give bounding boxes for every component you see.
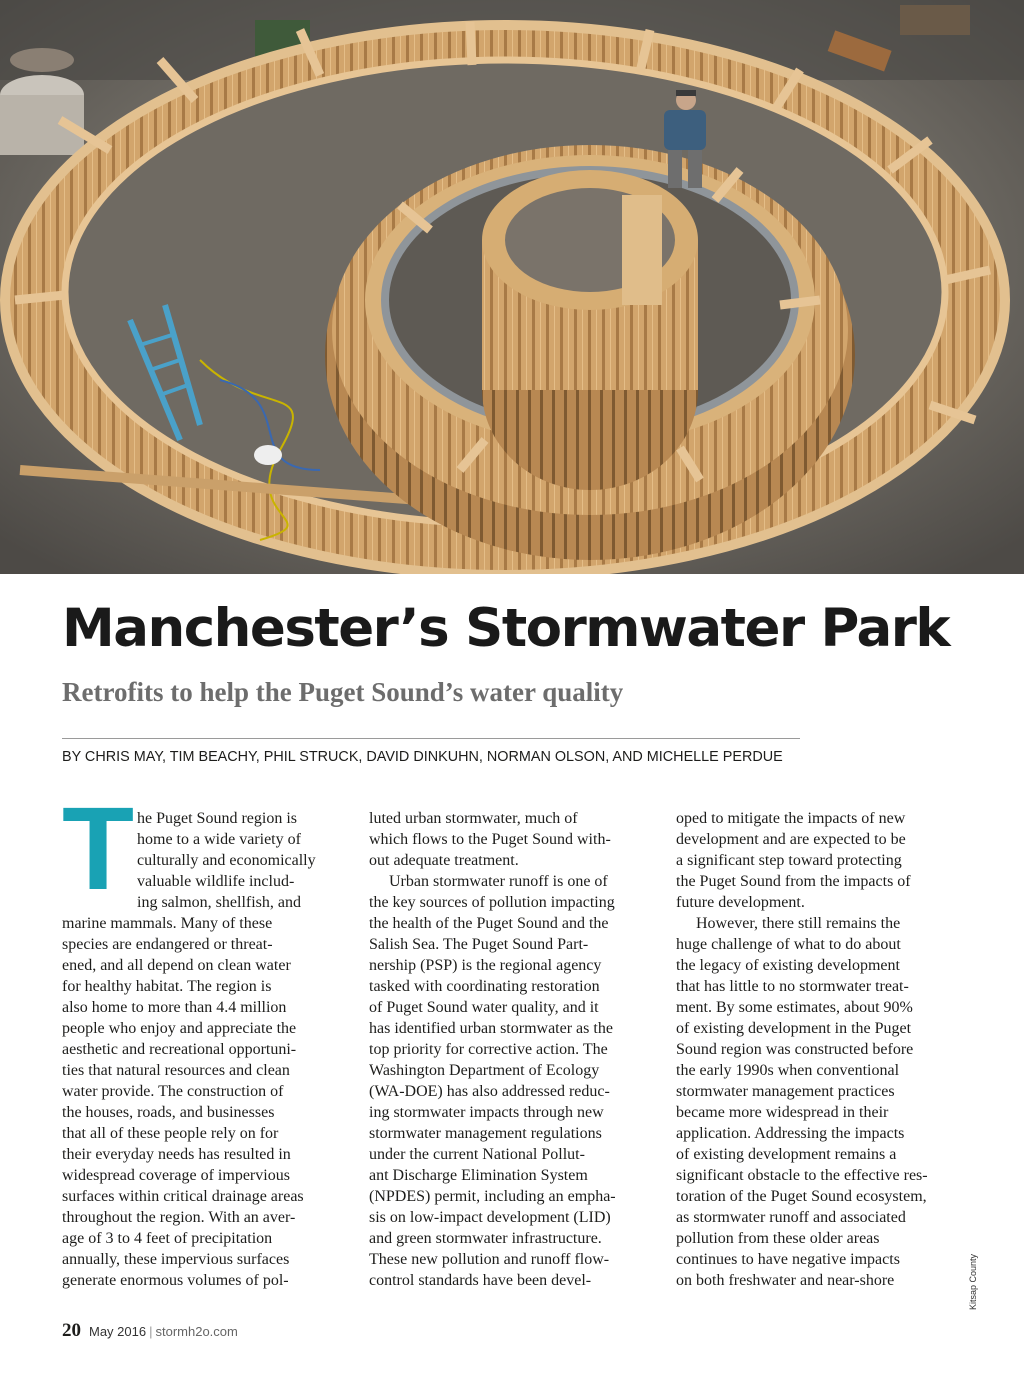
body-line: development and are expected to be xyxy=(676,831,906,848)
body-line: the early 1990s when conventional xyxy=(676,1062,900,1079)
body-line: aesthetic and recreational opportuni- xyxy=(62,1041,297,1058)
body-line: the legacy of existing development xyxy=(676,957,900,974)
page-number: 20 xyxy=(62,1320,81,1341)
body-line: (NPDES) permit, including an empha- xyxy=(369,1188,616,1205)
body-line: which flows to the Puget Sound with- xyxy=(369,831,611,848)
site-link[interactable]: stormh2o.com xyxy=(155,1324,238,1339)
body-line: ened, and all depend on clean water xyxy=(62,957,291,974)
body-line: pollution from these older areas xyxy=(676,1230,880,1247)
body-line: oped to mitigate the impacts of new xyxy=(676,810,906,827)
body-line: Salish Sea. The Puget Sound Part- xyxy=(369,936,589,953)
body-line: ment. By some estimates, about 90% xyxy=(676,999,913,1016)
article-subtitle: Retrofits to help the Puget Sound’s water quality xyxy=(62,677,624,707)
body-line: ing stormwater impacts through new xyxy=(369,1104,604,1121)
body-line: huge challenge of what to do about xyxy=(676,936,901,953)
body-line: significant obstacle to the effective res- xyxy=(676,1167,928,1184)
body-line: the Puget Sound from the impacts of xyxy=(676,873,911,890)
body-line: became more widespread in their xyxy=(676,1104,889,1121)
article-title: Manchester’s Stormwater Park xyxy=(62,598,950,659)
body-line: home to a wide variety of xyxy=(137,831,301,848)
body-line: that all of these people rely on for xyxy=(62,1125,279,1142)
body-line: on both freshwater and near-shore xyxy=(676,1272,895,1289)
body-line: (WA-DOE) has also addressed reduc- xyxy=(369,1083,610,1100)
body-line: stormwater management regulations xyxy=(369,1125,602,1142)
body-line: people who enjoy and appreciate the xyxy=(62,1020,297,1037)
body-line: has identified urban stormwater as the xyxy=(369,1020,613,1037)
body-line: of Puget Sound water quality, and it xyxy=(369,999,599,1016)
byline: BY CHRIS MAY, TIM BEACHY, PHIL STRUCK, DAVID DINKUHN, NORMAN OLSON, AND MICHELLE PERDUE xyxy=(62,749,783,765)
body-line: application. Addressing the impacts xyxy=(676,1125,905,1142)
body-line: for healthy habitat. The region is xyxy=(62,978,272,995)
body-line: culturally and economically xyxy=(137,852,316,869)
body-line: sis on low-impact development (LID) xyxy=(369,1209,611,1226)
body-line: of existing development remains a xyxy=(676,1146,897,1163)
body-line: These new pollution and runoff flow- xyxy=(369,1251,610,1268)
body-line: water provide. The construction of xyxy=(62,1083,284,1100)
body-line: continues to have negative impacts xyxy=(676,1251,900,1268)
body-line: Sound region was constructed before xyxy=(676,1041,914,1058)
body-column-1 xyxy=(62,783,347,1291)
body-line: he Puget Sound region is xyxy=(137,810,297,827)
page-footer xyxy=(62,1320,238,1342)
body-line: valuable wildlife includ- xyxy=(137,873,295,890)
body-line: widespread coverage of impervious xyxy=(62,1167,290,1184)
body-line: out adequate treatment. xyxy=(369,852,519,869)
body-line: throughout the region. With an aver- xyxy=(62,1209,296,1226)
body-line: the health of the Puget Sound and the xyxy=(369,915,609,932)
hero-photo xyxy=(0,0,1024,574)
photo-credit: Kitsap County xyxy=(968,1253,978,1310)
issue-date: May 2016 xyxy=(89,1324,147,1339)
body-line: ties that natural resources and clean xyxy=(62,1062,290,1079)
body-line: control standards have been devel- xyxy=(369,1272,592,1289)
body-line: a significant step toward protecting xyxy=(676,852,902,869)
body-line: that has little to no stormwater treat- xyxy=(676,978,909,995)
body-line: of existing development in the Puget xyxy=(676,1020,912,1037)
body-line: surfaces within critical drainage areas xyxy=(62,1188,304,1205)
body-column-3 xyxy=(676,808,968,1291)
body-line: However, there still remains the xyxy=(696,915,901,932)
body-line: their everyday needs has resulted in xyxy=(62,1146,291,1163)
body-line: future development. xyxy=(676,894,805,911)
body-line: as stormwater runoff and associated xyxy=(676,1209,906,1226)
body-line: marine mammals. Many of these xyxy=(62,915,273,932)
body-line: Urban stormwater runoff is one of xyxy=(389,873,608,890)
byline-divider xyxy=(62,738,800,739)
body-line: the key sources of pollution impacting xyxy=(369,894,615,911)
body-line: toration of the Puget Sound ecosystem, xyxy=(676,1188,927,1205)
body-line: luted urban stormwater, much of xyxy=(369,810,578,827)
construction-photo xyxy=(0,0,1024,574)
footer-separator: | xyxy=(149,1324,153,1339)
body-line: Washington Department of Ecology xyxy=(369,1062,600,1079)
body-line: also home to more than 4.4 million xyxy=(62,999,287,1016)
body-column-2 xyxy=(369,808,654,1291)
body-line: ing salmon, shellfish, and xyxy=(137,894,301,911)
body-line: ant Discharge Elimination System xyxy=(369,1167,588,1184)
body-line: top priority for corrective action. The xyxy=(369,1041,608,1058)
body-line: species are endangered or threat- xyxy=(62,936,273,953)
body-line: and green stormwater infrastructure. xyxy=(369,1230,602,1247)
drop-cap: T xyxy=(62,783,135,915)
body-line: generate enormous volumes of pol- xyxy=(62,1272,289,1289)
body-line: stormwater management practices xyxy=(676,1083,895,1100)
body-line: under the current National Pollut- xyxy=(369,1146,585,1163)
body-line: nership (PSP) is the regional agency xyxy=(369,957,602,974)
body-line: tasked with coordinating restoration xyxy=(369,978,600,995)
body-line: the houses, roads, and businesses xyxy=(62,1104,275,1121)
body-line: annually, these impervious surfaces xyxy=(62,1251,290,1268)
body-line: age of 3 to 4 feet of precipitation xyxy=(62,1230,273,1247)
